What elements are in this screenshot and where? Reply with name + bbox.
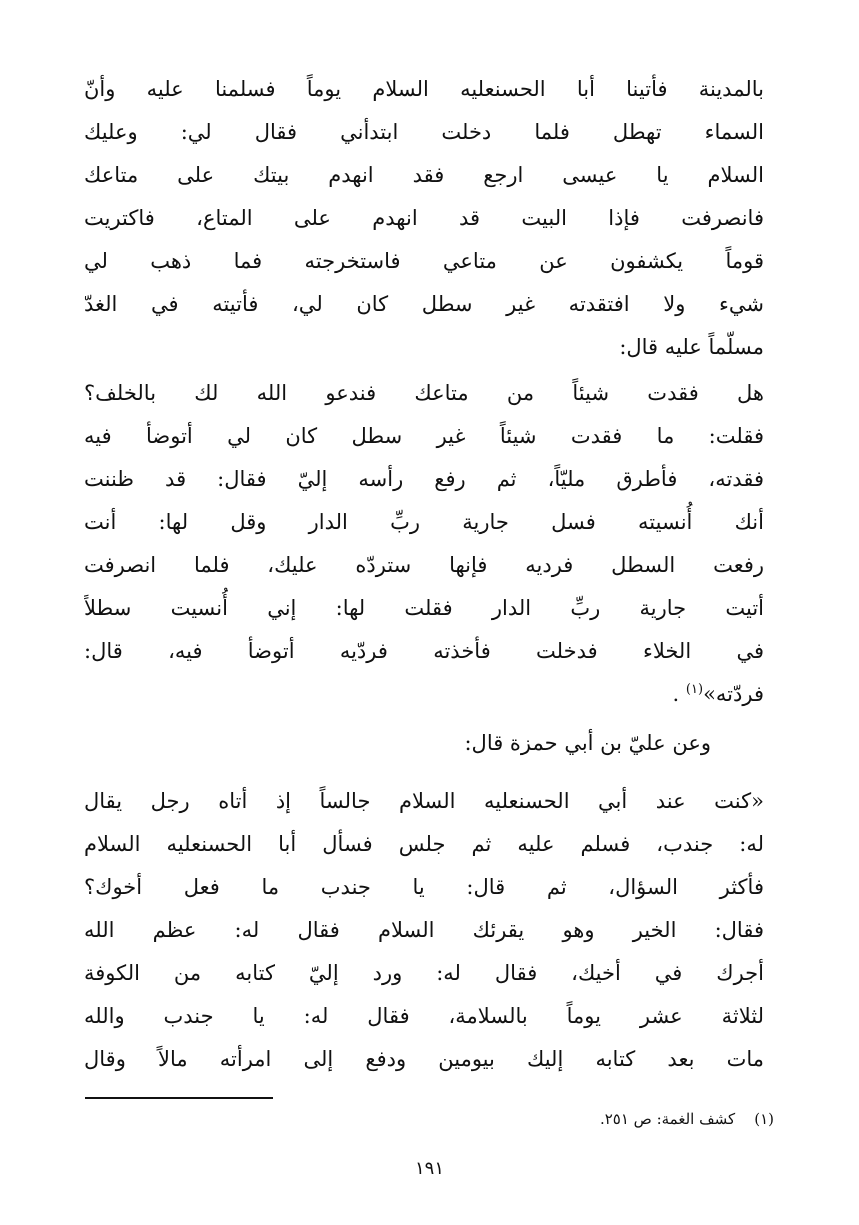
text-line: رفعت السطل فرديه فإنها ستردّه عليك، فلما انصرفت: [84, 553, 764, 577]
footnote-reference[interactable]: (١): [685, 682, 704, 697]
text-line: في الخلاء فدخلت فأخذته فردّيه أتوضأ فيه، قال:: [84, 639, 764, 663]
text-line: أتيت جارية ربِّ الدار فقلت لها: إني أُنسيت سطلاً: [84, 596, 764, 620]
paragraph-2: [84, 372, 764, 716]
text-line: فقدته، فأطرق مليّاً، ثم رفع رأسه إليّ فقال: قد ظننت: [84, 467, 764, 491]
text-line: «كنت عند أبي الحسنعليه السلام جالساً إذ أتاه رجل يقال: [84, 789, 764, 813]
text-line: السلام يا عيسى ارجع فقد انهدم بيتك على متاعك: [84, 163, 764, 187]
text-line: أنك أُنسيته فسل جارية ربِّ الدار وقل لها: أنت: [84, 510, 764, 534]
text-line: لثلاثة عشر يوماً بالسلامة، فقال له: يا جندب والله: [84, 1004, 764, 1028]
text-line: مسلّماً عليه قال:: [619, 335, 764, 359]
text-line-content: فردّته»: [703, 682, 764, 706]
page-number: ١٩١: [414, 1158, 444, 1179]
footnote-divider: [85, 1097, 273, 1099]
paragraph-1: [84, 68, 764, 369]
text-line: وعن عليّ بن أبي حمزة قال:: [464, 731, 711, 755]
text-line: فقلت: ما فقدت شيئاً غير سطل كان لي أتوضأ فيه: [84, 424, 764, 448]
text-line: فقال: الخير وهو يقرئك السلام فقال له: عظم الله: [84, 918, 764, 942]
text-line: هل فقدت شيئاً من متاعك فندعو الله لك بالخلف؟: [84, 381, 764, 405]
text-line: بالمدينة فأتينا أبا الحسنعليه السلام يوماً فسلمنا عليه وأنّ: [84, 77, 764, 101]
text-line: فأكثر السؤال، ثم قال: يا جندب ما فعل أخوك؟: [84, 875, 764, 899]
paragraph-4: [84, 780, 764, 1081]
footnote: [600, 1108, 774, 1130]
paragraph-3: [71, 722, 711, 765]
sentence-end-mark: .: [672, 682, 680, 706]
footnote-text: كشف الغمة: ص ٢٥١.: [599, 1110, 736, 1128]
text-line: قوماً يكشفون عن متاعي فاستخرجته فما ذهب لي: [84, 249, 764, 273]
text-line: مات بعد كتابه إليك بيومين ودفع إلى امرأته مالاً وقال: [84, 1047, 764, 1071]
text-line: له: جندب، فسلم عليه ثم جلس فسأل أبا الحسنعليه السلام: [84, 832, 764, 856]
text-line: السماء تهطل فلما دخلت ابتدأني فقال لي: وعليك: [84, 120, 764, 144]
text-line: شيء ولا افتقدته غير سطل كان لي، فأتيته في الغدّ: [84, 292, 764, 316]
text-line-with-footnote: [84, 673, 764, 716]
text-line: أجرك في أخيك، فقال له: ورد إليّ كتابه من الكوفة: [84, 961, 764, 985]
text-line: فانصرفت فإذا البيت قد انهدم على المتاع، فاكتريت: [84, 206, 764, 230]
footnote-number: (١): [754, 1110, 774, 1128]
